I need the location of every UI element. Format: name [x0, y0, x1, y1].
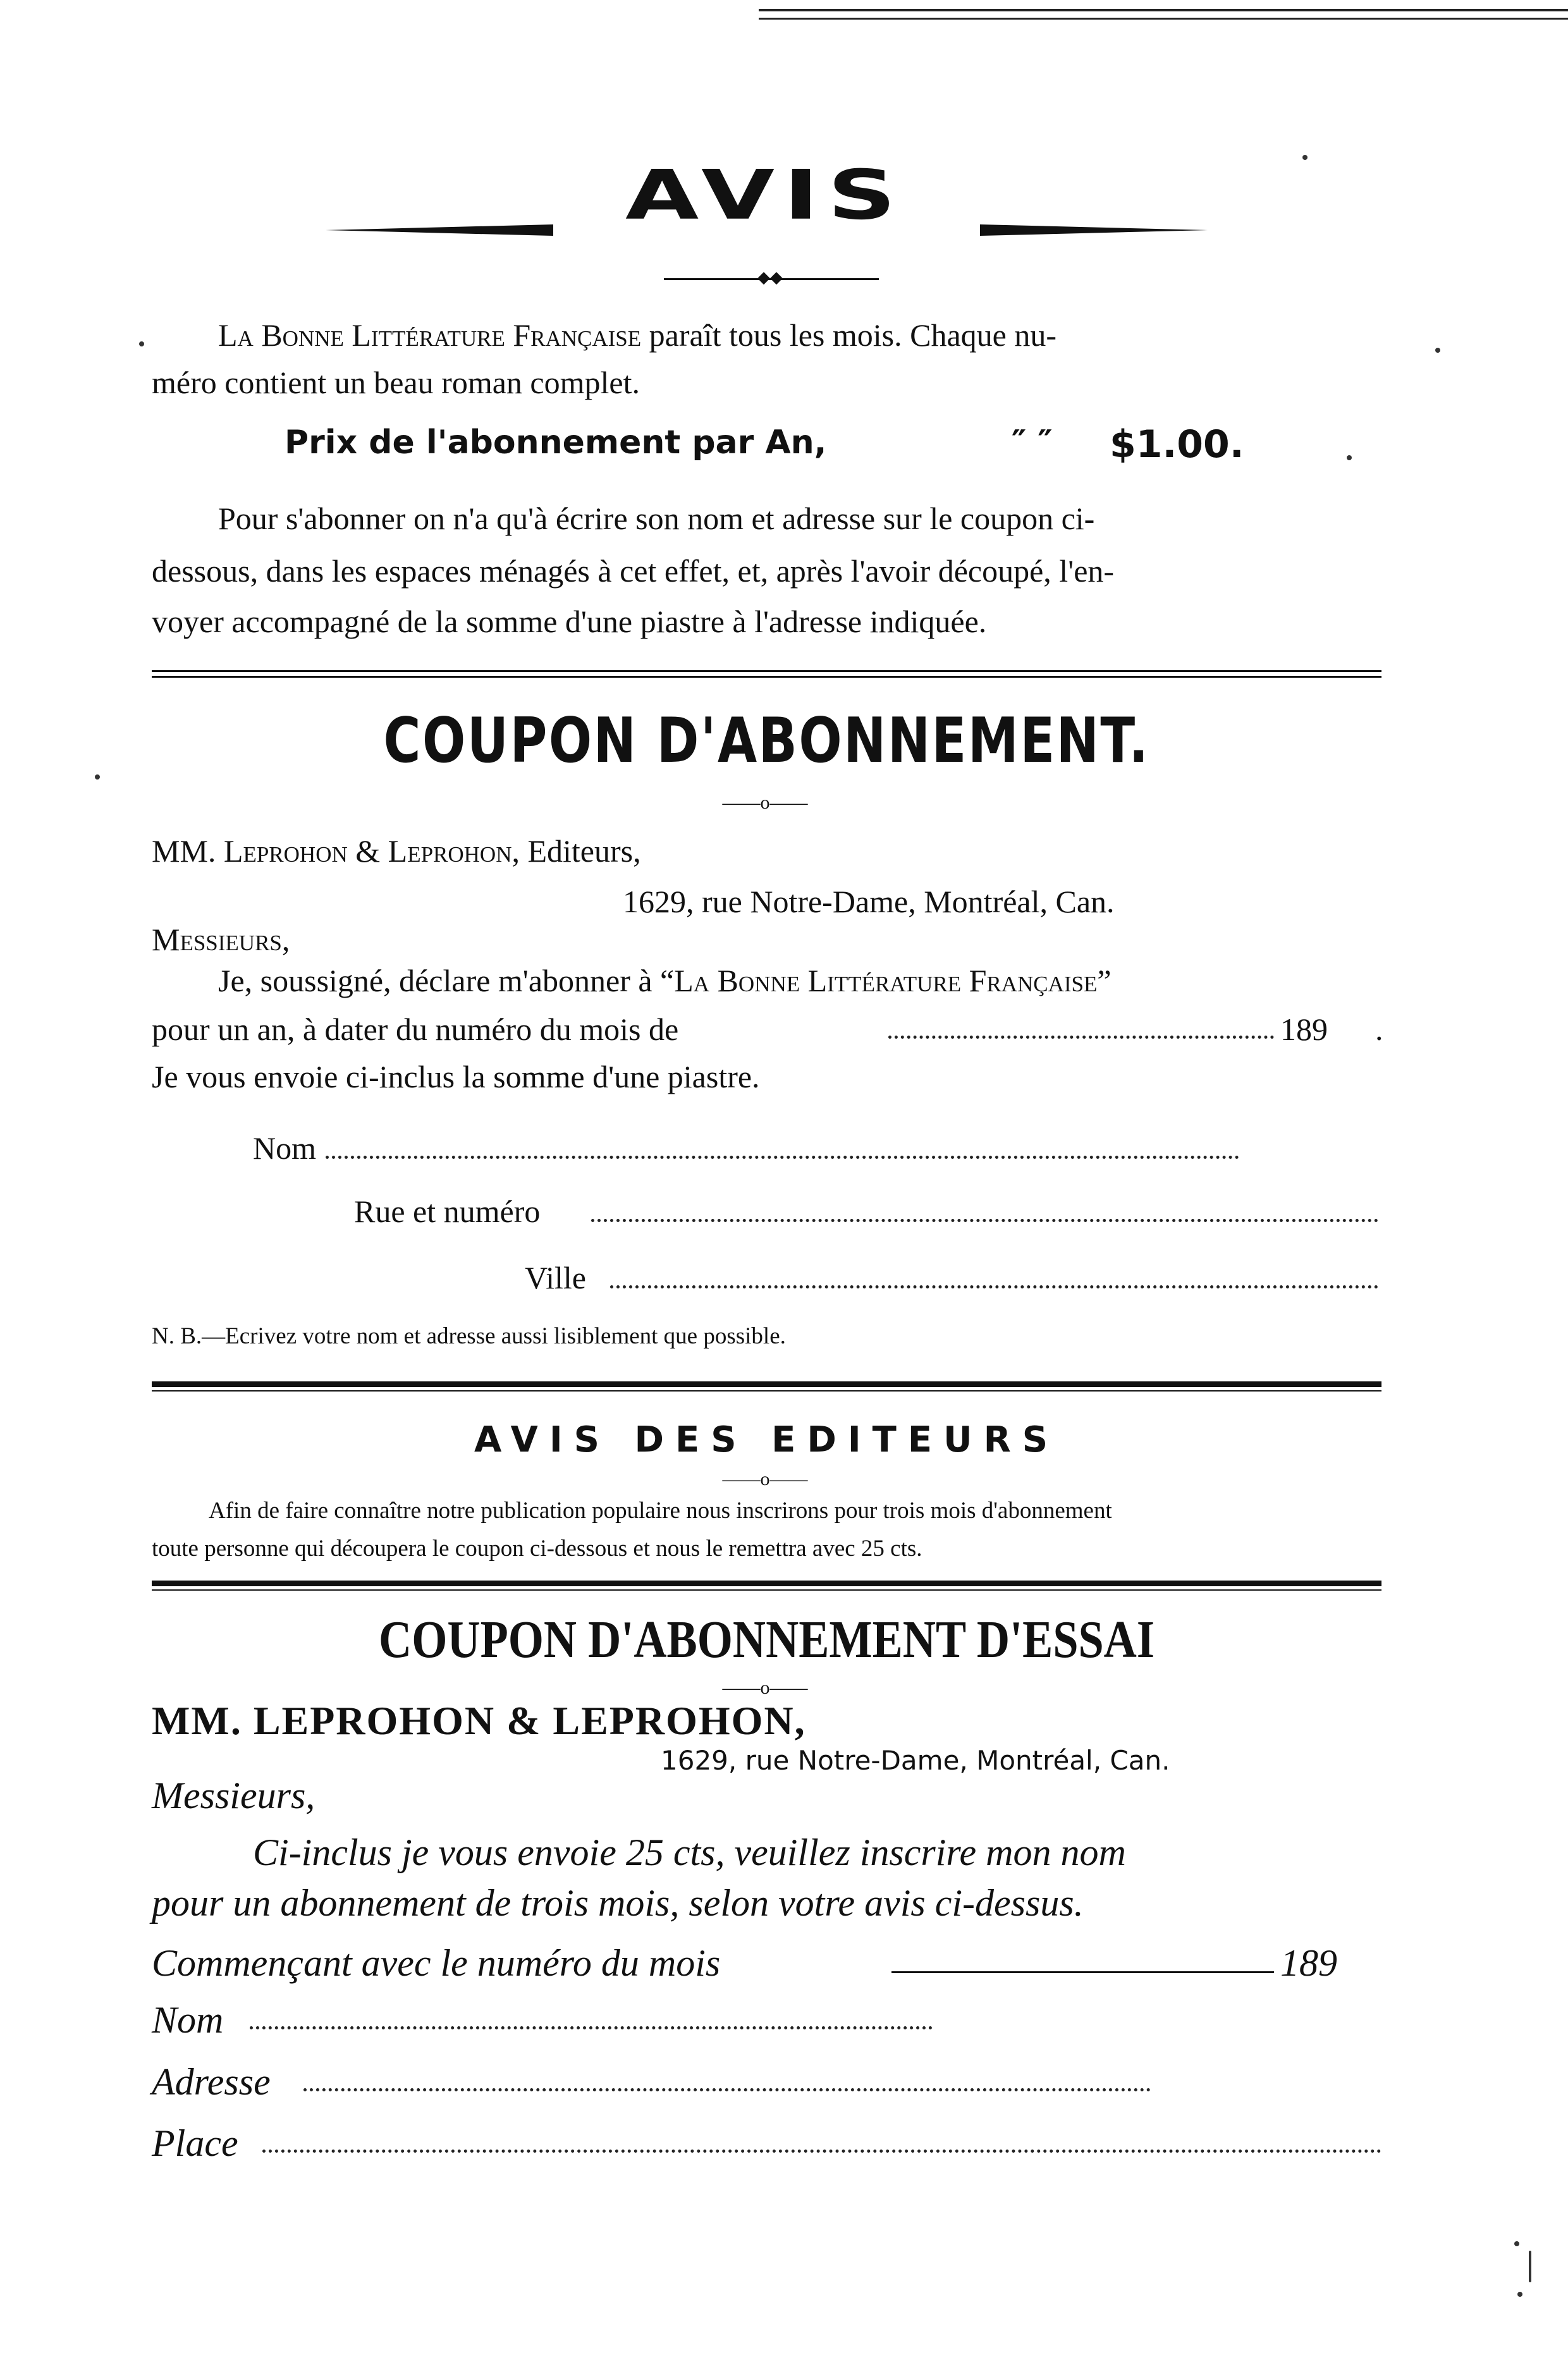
- avis-para2-line1: Pour s'abonner on n'a qu'à écrire son nom et adresse sur le coupon ci-: [218, 501, 1095, 536]
- section-divider-2: [152, 1381, 1381, 1392]
- scan-speck: [95, 774, 100, 780]
- price-ditto-marks: ″ ″: [1012, 424, 1053, 462]
- title-rule-right: [980, 224, 1208, 236]
- scan-speck: [1514, 2241, 1519, 2246]
- trial-place-field[interactable]: [262, 2150, 1381, 2153]
- street-label: Rue et numéro: [354, 1194, 541, 1229]
- trial-name-label: Nom: [152, 1999, 224, 2041]
- trial-salutation: Messieurs,: [152, 1775, 315, 1816]
- trial-month-field[interactable]: [891, 1971, 1274, 1973]
- coupon-separator: ——o——: [722, 792, 808, 813]
- trial-address: 1629, rue Notre-Dame, Montréal, Can.: [661, 1745, 1170, 1776]
- avis-line-1: [218, 313, 1375, 357]
- year-prefix: 189: [1280, 1012, 1328, 1047]
- nota-bene: N. B.—Ecrivez votre nom et adresse aussi lisiblement que possible.: [152, 1323, 786, 1349]
- declaration-journal: La Bonne Littérature Française: [674, 963, 1098, 998]
- name-field[interactable]: [326, 1156, 1239, 1159]
- trial-start-label: Commençant avec le numéro du mois: [152, 1942, 721, 1984]
- salutation: Messieurs,: [152, 922, 290, 957]
- trial-address-label: Adresse: [152, 2061, 271, 2103]
- city-field[interactable]: [610, 1285, 1378, 1288]
- scan-speck: [1347, 455, 1352, 460]
- price-value: $1.00.: [1110, 422, 1244, 467]
- editors-separator: ——o——: [722, 1469, 808, 1489]
- section-divider-3: [152, 1581, 1381, 1591]
- trial-coupon-title: COUPON D'ABONNEMENT D'ESSAI: [379, 1610, 1155, 1669]
- declaration-line-3: Je vous envoie ci-inclus la somme d'une piastre.: [152, 1059, 760, 1094]
- editors-notice-title: AVIS DES EDITEURS: [474, 1419, 1060, 1460]
- avis-para2-line2: dessous, dans les espaces ménagés à cet effet, et, après l'avoir découpé, l'en-: [152, 553, 1115, 589]
- trial-body-line-2: pour un abonnement de trois mois, selon votre avis ci-dessus.: [152, 1882, 1084, 1924]
- declaration-line-2: pour un an, à dater du numéro du mois de: [152, 1012, 679, 1047]
- trial-body-line-1: Ci-inclus je vous envoie 25 cts, veuillez inscrire mon nom: [253, 1832, 1126, 1873]
- editors-notice-line-2: toute personne qui découpera le coupon ci-dessous et nous le remettra avec 25 cts.: [152, 1536, 922, 1562]
- trial-publisher: MM. LEPROHON & LEPROHON,: [152, 1698, 806, 1743]
- avis-title: AVIS: [625, 156, 905, 235]
- trial-name-field[interactable]: [250, 2026, 933, 2029]
- trial-separator: ——o——: [722, 1677, 808, 1698]
- scan-speck: [139, 341, 144, 346]
- street-field[interactable]: [591, 1219, 1378, 1222]
- coupon-title: COUPON D'ABONNEMENT.: [383, 705, 1150, 777]
- avis-line-1-rest: paraît tous les mois. Chaque nu-: [641, 317, 1057, 353]
- declaration-line-1: [218, 961, 1112, 1000]
- editors-notice-line-1: Afin de faire connaître notre publication populaire nous inscrirons pour trois mois d'abonnement: [209, 1498, 1112, 1524]
- year-period: .: [1375, 1012, 1383, 1047]
- top-border-rule: [759, 9, 1568, 20]
- avis-line-2: méro contient un beau roman complet.: [152, 365, 640, 400]
- scan-speck: [1529, 2251, 1531, 2282]
- publisher-prefix: MM.: [152, 833, 224, 869]
- scan-speck: [1302, 155, 1308, 160]
- city-label: Ville: [525, 1260, 586, 1295]
- declaration-start: Je, soussigné, déclare m'abonner à “: [218, 963, 675, 998]
- section-divider-1: [152, 670, 1381, 678]
- trial-address-field[interactable]: [303, 2088, 1151, 2091]
- declaration-quote-close: ”: [1097, 963, 1112, 998]
- month-field[interactable]: [888, 1036, 1274, 1039]
- ornament-diamond: ◆◆: [757, 268, 783, 287]
- title-rule-left: [326, 224, 553, 236]
- scan-speck: [1435, 348, 1440, 353]
- journal-name: La Bonne Littérature Française: [218, 317, 642, 353]
- name-label: Nom: [253, 1130, 316, 1166]
- trial-year: 189: [1280, 1942, 1337, 1984]
- price-label: Prix de l'abonnement par An,: [285, 424, 827, 462]
- publisher-address: 1629, rue Notre-Dame, Montréal, Can.: [623, 884, 1115, 919]
- scan-speck: [1517, 2292, 1522, 2297]
- publisher-line: [152, 831, 641, 871]
- trial-place-label: Place: [152, 2122, 238, 2164]
- avis-para2-line3: voyer accompagné de la somme d'une piastre à l'adresse indiquée.: [152, 604, 987, 639]
- publisher-suffix: , Editeurs,: [511, 833, 641, 869]
- publisher-name: Leprohon & Leprohon: [223, 833, 512, 869]
